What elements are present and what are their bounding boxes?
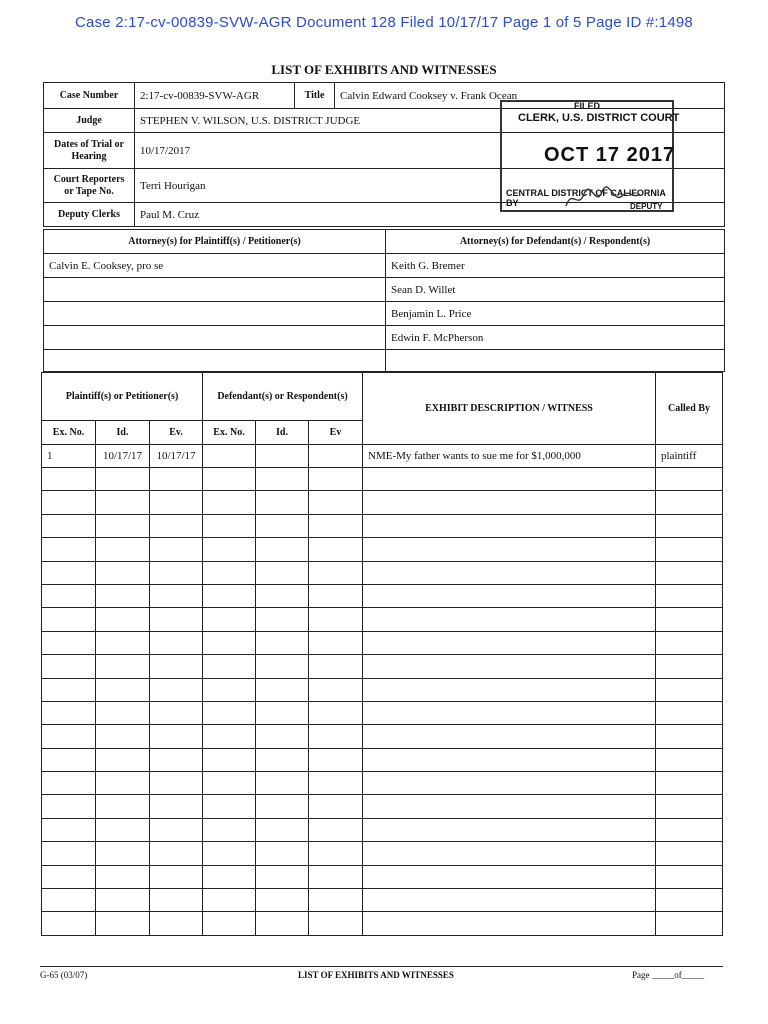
cell bbox=[203, 468, 256, 491]
cell bbox=[150, 748, 203, 771]
cell bbox=[656, 608, 723, 631]
defendant-attorneys-header: Attorney(s) for Defendant(s) / Respondent(s) bbox=[386, 230, 725, 254]
dates-label: Dates of Trial or Hearing bbox=[44, 133, 135, 169]
cell bbox=[256, 889, 309, 912]
cell bbox=[42, 608, 96, 631]
cell bbox=[203, 514, 256, 537]
cell bbox=[309, 655, 363, 678]
clerks-value: Paul M. Cruz bbox=[135, 203, 725, 227]
cell bbox=[363, 701, 656, 724]
cell bbox=[656, 865, 723, 888]
cell bbox=[656, 701, 723, 724]
cell bbox=[309, 608, 363, 631]
cell bbox=[656, 818, 723, 841]
plaintiff-attorney bbox=[44, 278, 386, 302]
page-of: Page _____of_____ bbox=[632, 970, 705, 980]
cell bbox=[656, 842, 723, 865]
cell bbox=[96, 468, 150, 491]
cell bbox=[203, 795, 256, 818]
footer-title: LIST OF EXHIBITS AND WITNESSES bbox=[298, 970, 454, 980]
cell bbox=[309, 584, 363, 607]
cell bbox=[309, 491, 363, 514]
exhibits-table bbox=[41, 372, 723, 936]
cell: plaintiff bbox=[656, 445, 723, 468]
cell bbox=[656, 889, 723, 912]
cell bbox=[96, 608, 150, 631]
cell bbox=[96, 795, 150, 818]
cell bbox=[363, 608, 656, 631]
form-number: G-65 (03/07) bbox=[40, 970, 88, 980]
plaintiff-attorney bbox=[44, 302, 386, 326]
case-title-value: Calvin Edward Cooksey v. Frank Ocean bbox=[335, 83, 725, 109]
dates-value: 10/17/2017 bbox=[135, 133, 725, 169]
cell bbox=[96, 889, 150, 912]
stamp-court: CLERK, U.S. DISTRICT COURT bbox=[518, 112, 680, 124]
stamp-deputy: DEPUTY bbox=[630, 202, 663, 211]
defendant-group-header: Defendant(s) or Respondent(s) bbox=[203, 373, 363, 421]
cell bbox=[363, 865, 656, 888]
cell bbox=[309, 912, 363, 935]
cell bbox=[96, 678, 150, 701]
cell bbox=[256, 468, 309, 491]
table-row bbox=[42, 445, 723, 468]
cell bbox=[256, 514, 309, 537]
stamp-district: CENTRAL DISTRICT OF CALIFORNIA bbox=[506, 188, 666, 198]
cell bbox=[256, 818, 309, 841]
cell bbox=[256, 725, 309, 748]
table-row bbox=[42, 678, 723, 701]
table-row bbox=[42, 514, 723, 537]
cell bbox=[42, 701, 96, 724]
cell bbox=[656, 795, 723, 818]
defendant-attorney: Keith G. Bremer bbox=[386, 254, 725, 278]
cell bbox=[96, 865, 150, 888]
plaintiff-group-header: Plaintiff(s) or Petitioner(s) bbox=[42, 373, 203, 421]
cell bbox=[363, 678, 656, 701]
cell bbox=[203, 561, 256, 584]
table-row bbox=[42, 631, 723, 654]
cell bbox=[42, 655, 96, 678]
cell bbox=[203, 655, 256, 678]
cell bbox=[42, 818, 96, 841]
cell bbox=[203, 772, 256, 795]
cell bbox=[256, 842, 309, 865]
cell bbox=[309, 725, 363, 748]
cell bbox=[256, 701, 309, 724]
cell bbox=[42, 631, 96, 654]
cell bbox=[203, 608, 256, 631]
cell bbox=[203, 631, 256, 654]
cell bbox=[150, 514, 203, 537]
col-ex-no: Ex. No. bbox=[203, 421, 256, 445]
cell bbox=[309, 538, 363, 561]
cell bbox=[309, 818, 363, 841]
cell bbox=[363, 514, 656, 537]
table-row bbox=[42, 889, 723, 912]
cell: NME-My father wants to sue me for $1,000,000 bbox=[363, 445, 656, 468]
cell bbox=[309, 889, 363, 912]
cell bbox=[256, 865, 309, 888]
cell bbox=[203, 584, 256, 607]
cell bbox=[363, 561, 656, 584]
filed-stamp bbox=[500, 100, 680, 212]
title-label: Title bbox=[295, 83, 335, 109]
cell bbox=[363, 842, 656, 865]
cell bbox=[256, 491, 309, 514]
cell bbox=[656, 538, 723, 561]
cell bbox=[150, 491, 203, 514]
cell bbox=[256, 912, 309, 935]
cell bbox=[42, 912, 96, 935]
cell bbox=[656, 678, 723, 701]
cell bbox=[96, 772, 150, 795]
cell bbox=[363, 889, 656, 912]
cell bbox=[42, 584, 96, 607]
cell bbox=[363, 818, 656, 841]
cell bbox=[150, 772, 203, 795]
cell bbox=[42, 468, 96, 491]
signature-scribble bbox=[562, 184, 642, 212]
cell bbox=[150, 655, 203, 678]
cell bbox=[96, 631, 150, 654]
col-ev: Ev bbox=[309, 421, 363, 445]
cell bbox=[656, 468, 723, 491]
table-row bbox=[42, 538, 723, 561]
cell bbox=[256, 772, 309, 795]
cell bbox=[203, 445, 256, 468]
cell bbox=[42, 678, 96, 701]
cell bbox=[96, 748, 150, 771]
cell bbox=[42, 795, 96, 818]
cell bbox=[42, 725, 96, 748]
cell bbox=[96, 655, 150, 678]
cell bbox=[309, 795, 363, 818]
cell bbox=[42, 772, 96, 795]
plaintiff-attorney: Calvin E. Cooksey, pro se bbox=[44, 254, 386, 278]
cell bbox=[203, 725, 256, 748]
cell bbox=[150, 468, 203, 491]
cell bbox=[150, 725, 203, 748]
cell bbox=[150, 678, 203, 701]
plaintiff-attorney bbox=[44, 350, 386, 372]
cell bbox=[363, 748, 656, 771]
cell bbox=[203, 701, 256, 724]
cell bbox=[256, 445, 309, 468]
cell: 10/17/17 bbox=[96, 445, 150, 468]
cell bbox=[363, 655, 656, 678]
cell bbox=[656, 748, 723, 771]
defendant-attorney: Sean D. Willet bbox=[386, 278, 725, 302]
ecf-header-line: Case 2:17-cv-00839-SVW-AGR Document 128 Filed 10/17/17 Page 1 of 5 Page ID #:1498 bbox=[75, 14, 693, 31]
cell bbox=[256, 584, 309, 607]
cell bbox=[656, 772, 723, 795]
cell bbox=[363, 631, 656, 654]
table-row bbox=[42, 655, 723, 678]
cell bbox=[256, 561, 309, 584]
cell bbox=[96, 538, 150, 561]
cell bbox=[150, 538, 203, 561]
cell bbox=[309, 748, 363, 771]
cell bbox=[96, 842, 150, 865]
plaintiff-attorneys-header: Attorney(s) for Plaintiff(s) / Petitioner(s) bbox=[44, 230, 386, 254]
cell bbox=[203, 842, 256, 865]
cell bbox=[203, 865, 256, 888]
stamp-filed: FILED bbox=[574, 101, 600, 111]
page-title: LIST OF EXHIBITS AND WITNESSES bbox=[271, 62, 497, 77]
attorneys-table bbox=[43, 229, 725, 372]
cell bbox=[309, 772, 363, 795]
cell bbox=[363, 772, 656, 795]
cell bbox=[203, 889, 256, 912]
cell: 10/17/17 bbox=[150, 445, 203, 468]
table-row bbox=[42, 912, 723, 935]
cell bbox=[656, 655, 723, 678]
cell bbox=[150, 912, 203, 935]
table-row bbox=[42, 772, 723, 795]
cell bbox=[309, 631, 363, 654]
table-row bbox=[42, 818, 723, 841]
cell bbox=[42, 889, 96, 912]
cell bbox=[203, 678, 256, 701]
cell bbox=[363, 725, 656, 748]
reporters-value: Terri Hourigan bbox=[135, 169, 725, 203]
cell bbox=[309, 561, 363, 584]
case-number-value: 2:17-cv-00839-SVW-AGR bbox=[135, 83, 295, 109]
stamp-by: BY bbox=[506, 198, 519, 208]
cell bbox=[42, 842, 96, 865]
cell bbox=[150, 795, 203, 818]
cell bbox=[656, 491, 723, 514]
judge-value: STEPHEN V. WILSON, U.S. DISTRICT JUDGE bbox=[135, 109, 725, 133]
cell bbox=[309, 842, 363, 865]
cell bbox=[150, 584, 203, 607]
defendant-attorney bbox=[386, 350, 725, 372]
cell bbox=[150, 842, 203, 865]
cell bbox=[42, 561, 96, 584]
cell bbox=[656, 725, 723, 748]
cell bbox=[656, 561, 723, 584]
cell bbox=[203, 491, 256, 514]
cell bbox=[256, 678, 309, 701]
cell bbox=[203, 818, 256, 841]
cell bbox=[96, 491, 150, 514]
table-row bbox=[42, 584, 723, 607]
cell bbox=[42, 538, 96, 561]
cell bbox=[203, 538, 256, 561]
col-id: Id. bbox=[256, 421, 309, 445]
cell bbox=[309, 678, 363, 701]
plaintiff-attorney bbox=[44, 326, 386, 350]
cell bbox=[309, 445, 363, 468]
cell bbox=[363, 468, 656, 491]
cell bbox=[150, 608, 203, 631]
cell bbox=[203, 748, 256, 771]
cell bbox=[42, 491, 96, 514]
cell: 1 bbox=[42, 445, 96, 468]
defendant-attorney: Benjamin L. Price bbox=[386, 302, 725, 326]
cell bbox=[96, 725, 150, 748]
cell bbox=[656, 912, 723, 935]
table-row bbox=[42, 701, 723, 724]
cell bbox=[363, 912, 656, 935]
cell bbox=[96, 584, 150, 607]
cell bbox=[309, 701, 363, 724]
cell bbox=[203, 912, 256, 935]
cell bbox=[309, 865, 363, 888]
table-row bbox=[42, 561, 723, 584]
cell bbox=[256, 748, 309, 771]
stamp-date: OCT 17 2017 bbox=[544, 144, 676, 166]
footer bbox=[40, 966, 723, 980]
called-by-header: Called By bbox=[656, 373, 723, 445]
table-row bbox=[42, 865, 723, 888]
cell bbox=[96, 912, 150, 935]
case-number-label: Case Number bbox=[44, 83, 135, 109]
cell bbox=[150, 631, 203, 654]
table-row bbox=[42, 748, 723, 771]
cell bbox=[363, 795, 656, 818]
col-ex-no: Ex. No. bbox=[42, 421, 96, 445]
judge-label: Judge bbox=[44, 109, 135, 133]
col-ev: Ev. bbox=[150, 421, 203, 445]
table-row bbox=[42, 608, 723, 631]
cell bbox=[96, 561, 150, 584]
cell bbox=[150, 818, 203, 841]
table-row bbox=[42, 725, 723, 748]
cell bbox=[150, 865, 203, 888]
cell bbox=[150, 889, 203, 912]
cell bbox=[150, 561, 203, 584]
cell bbox=[42, 514, 96, 537]
cell bbox=[363, 538, 656, 561]
clerks-label: Deputy Clerks bbox=[44, 203, 135, 227]
cell bbox=[96, 514, 150, 537]
table-row bbox=[42, 468, 723, 491]
table-row bbox=[42, 842, 723, 865]
cell bbox=[42, 748, 96, 771]
reporters-label: Court Reporters or Tape No. bbox=[44, 169, 135, 203]
cell bbox=[256, 608, 309, 631]
cell bbox=[256, 538, 309, 561]
description-header: EXHIBIT DESCRIPTION / WITNESS bbox=[363, 373, 656, 445]
cell bbox=[656, 514, 723, 537]
cell bbox=[309, 514, 363, 537]
cell bbox=[256, 631, 309, 654]
cell bbox=[656, 631, 723, 654]
cell bbox=[96, 818, 150, 841]
table-row bbox=[42, 491, 723, 514]
table-row bbox=[42, 795, 723, 818]
cell bbox=[256, 795, 309, 818]
cell bbox=[656, 584, 723, 607]
cell bbox=[96, 701, 150, 724]
defendant-attorney: Edwin F. McPherson bbox=[386, 326, 725, 350]
cell bbox=[309, 468, 363, 491]
cell bbox=[363, 491, 656, 514]
cell bbox=[363, 584, 656, 607]
col-id: Id. bbox=[96, 421, 150, 445]
cell bbox=[150, 701, 203, 724]
cell bbox=[42, 865, 96, 888]
cell bbox=[256, 655, 309, 678]
